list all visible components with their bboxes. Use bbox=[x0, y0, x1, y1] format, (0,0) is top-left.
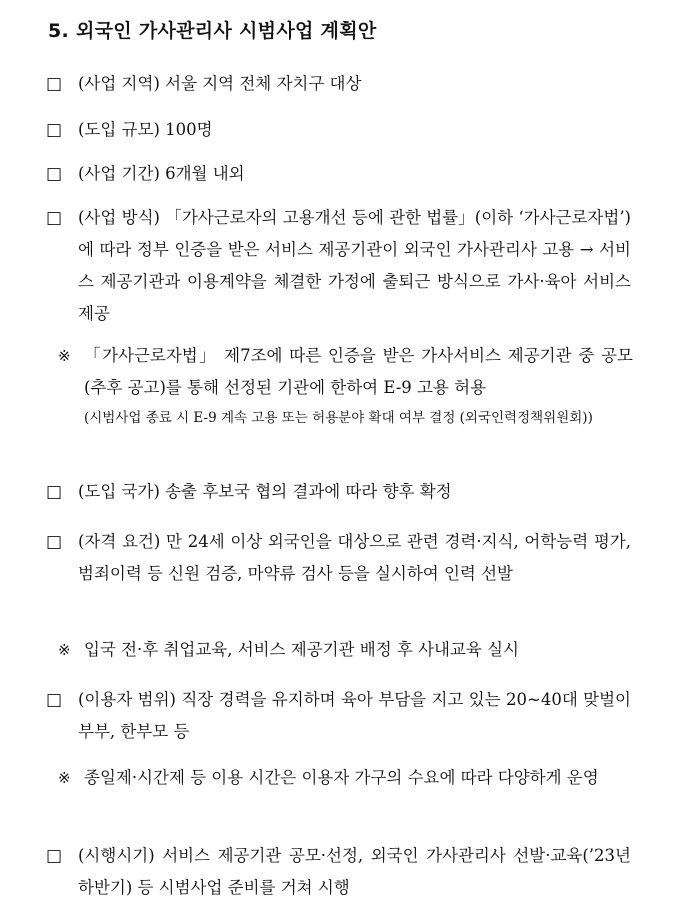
note-mark-icon: ※ bbox=[58, 347, 71, 365]
checkbox-icon: □ bbox=[46, 74, 63, 94]
list-item-period bbox=[46, 158, 631, 190]
note-subtext: (시범사업 종료 시 E-9 계속 고용 또는 허용분야 확대 여부 결정 (외국인력정책위원회)) bbox=[84, 410, 593, 426]
checkbox-icon: □ bbox=[46, 208, 63, 228]
list-item-text: (사업 기간) 6개월 내외 bbox=[78, 164, 245, 183]
checkbox-icon: □ bbox=[46, 120, 63, 140]
note-training bbox=[58, 634, 633, 666]
note-text: 입국 전·후 취업교육, 서비스 제공기관 배정 후 사내교육 실시 bbox=[84, 640, 519, 659]
list-item-qualification bbox=[46, 526, 631, 590]
note-certified-agency bbox=[58, 340, 633, 430]
note-mark-icon: ※ bbox=[58, 769, 71, 787]
note-mark-icon: ※ bbox=[58, 641, 71, 659]
checkbox-icon: □ bbox=[46, 690, 63, 710]
list-item-scale bbox=[46, 114, 631, 146]
list-item-text: (도입 국가) 송출 후보국 협의 결과에 따라 향후 확정 bbox=[78, 482, 452, 501]
list-item-country bbox=[46, 476, 631, 508]
checkbox-icon: □ bbox=[46, 482, 63, 502]
list-item-text: (이용자 범위) 직장 경력을 유지하며 육아 부담을 지고 있는 20~40대 맞벌이 부부, 한부모 등 bbox=[78, 690, 631, 741]
list-item-text: (사업 방식) 「가사근로자의 고용개선 등에 관한 법률」(이하 ‘가사근로자법’)에 따라 정부 인증을 받은 서비스 제공기관이 외국인 가사관리사 고용 → 서비스 제공기관과 이용계약을 체결한 가정에 출퇴근 방식으로 가사·육아 서비스 제공 bbox=[78, 208, 631, 323]
list-item-text: (사업 지역) 서울 지역 전체 자치구 대상 bbox=[78, 74, 362, 93]
list-item-text: (도입 규모) 100명 bbox=[78, 120, 213, 139]
section-title: 5. 외국인 가사관리사 시범사업 계획안 bbox=[48, 20, 377, 42]
list-item-method bbox=[46, 202, 631, 330]
list-item-text: (시행시기) 서비스 제공기관 공모·선정, 외국인 가사관리사 선발·교육(’23년 하반기) 등 시범사업 준비를 거쳐 시행 bbox=[78, 846, 631, 897]
checkbox-icon: □ bbox=[46, 532, 63, 552]
note-usage-time bbox=[58, 762, 633, 794]
note-text: 종일제·시간제 등 이용 시간은 이용자 가구의 수요에 따라 다양하게 운영 bbox=[84, 768, 599, 787]
list-item-schedule bbox=[46, 840, 631, 904]
note-text: 「가사근로자법」 제7조에 따른 인증을 받은 가사서비스 제공기관 중 공모(추후 공고)를 통해 선정된 기관에 한하여 E-9 고용 허용 bbox=[84, 346, 633, 397]
list-item-region bbox=[46, 68, 631, 100]
list-item-text: (자격 요건) 만 24세 이상 외국인을 대상으로 관련 경력·지식, 어학능력 평가, 범죄이력 등 신원 검증, 마약류 검사 등을 실시하여 인력 선발 bbox=[78, 532, 631, 583]
checkbox-icon: □ bbox=[46, 846, 63, 866]
list-item-users bbox=[46, 684, 631, 748]
checkbox-icon: □ bbox=[46, 164, 63, 184]
